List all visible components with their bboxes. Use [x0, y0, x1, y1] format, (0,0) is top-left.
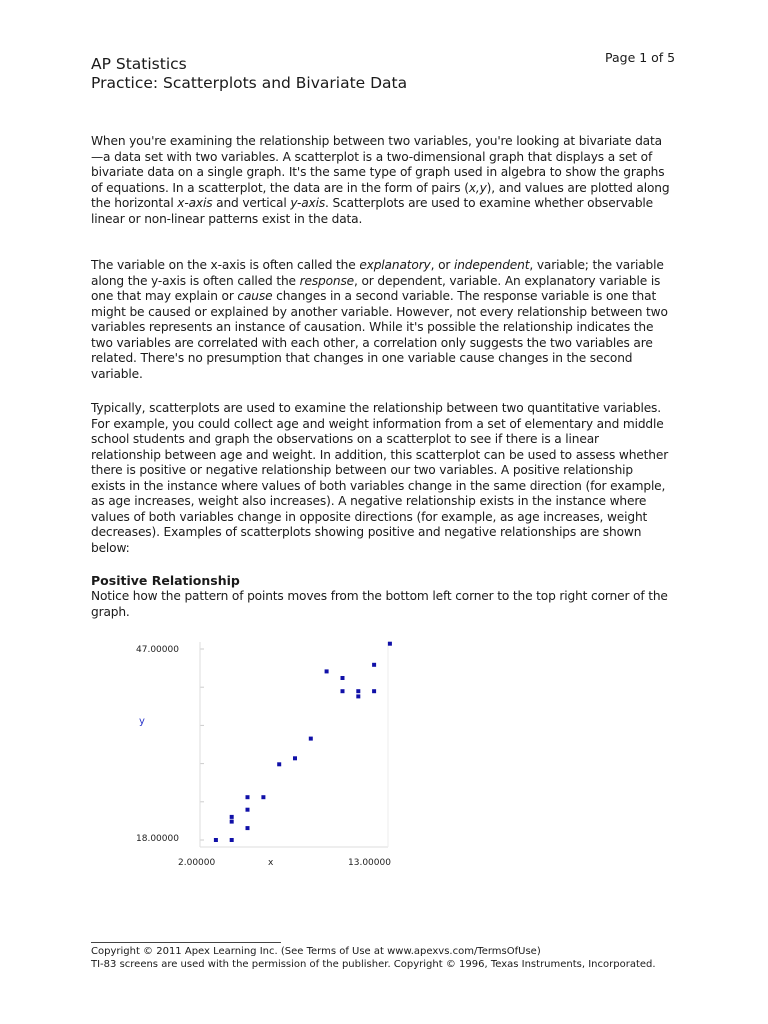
data-point [230, 820, 234, 824]
data-point [356, 689, 360, 693]
data-point [309, 737, 313, 741]
data-point [325, 669, 329, 673]
data-point [388, 642, 392, 646]
data-point [356, 694, 360, 698]
y-max-tick-label: 47.00000 [136, 645, 179, 655]
x-axis-label: x [268, 858, 274, 868]
x-min-tick-label: 2.00000 [178, 858, 216, 868]
data-point [372, 663, 376, 667]
intro-paragraph-1: When you're examining the relationship between two variables, you're looking at bivariate data—a data set with two variables. A scatterplot is a two-dimensional graph that displays a set of bivariate data on a single graph. It's the same type of graph used in algebra to show the graphs of equations. In a scatterplot, the data are in the form of pairs (x,y), and values are plotted along the horizontal x-axis and vertical y-axis. Scatterplots are used to examine whether observable linear or non-linear patterns exist in the data. [91, 134, 670, 226]
data-point [293, 756, 297, 760]
positive-relationship-heading: Positive Relationship [91, 573, 240, 588]
data-point [246, 826, 250, 830]
y-axis-label: y [139, 716, 145, 727]
data-point [341, 689, 345, 693]
data-point [246, 808, 250, 812]
intro-paragraph-3: Typically, scatterplots are used to examine the relationship between two quantitative variables. For example, you could collect age and weight information from a set of elementary and middle school students and graph the observations on a scatterplot to see if there is a linear relationship between age and weight. In addition, this scatterplot can be used to assess whether there is positive or negative relationship between our two variables. A positive relationship exists in the instance where values of both variables change in the same direction (for example, as age increases, weight also increases). A negative relationship exists in the instance where values of both variables change in opposite directions (for example, as age increases, weight decreases). Examples of scatterplots showing positive and negative relationships are shown below: [91, 401, 669, 555]
data-point [341, 676, 345, 680]
ti83-notice: TI-83 screens are used with the permission of the publisher. Copyright © 1996, Texas Instruments, Incorporated. [91, 959, 656, 970]
data-point [214, 838, 218, 842]
data-point [261, 795, 265, 799]
footer [91, 945, 656, 971]
copyright-notice: Copyright © 2011 Apex Learning Inc. (See Terms of Use at www.apexvs.com/TermsOfUse) [91, 946, 541, 957]
x-max-tick-label: 13.00000 [348, 858, 391, 868]
positive-relationship-description: Notice how the pattern of points moves from the bottom left corner to the top right corner of the graph. [91, 589, 668, 619]
intro-paragraph-2: The variable on the x-axis is often called the explanatory, or independent, variable; the variable along the y-axis is often called the response, or dependent, variable. An explanatory variable is one that may explain or cause changes in a second variable. The response variable is one that might be caused or explained by another variable. However, not every relationship between two variables represents an instance of causation. While it's possible the relationship indicates the two variables are correlated with each other, a correlation only suggests the two variables are related. There's no presumption that changes in one variable cause changes in the second variable. [91, 258, 668, 381]
y-min-tick-label: 18.00000 [136, 834, 179, 844]
data-point [230, 838, 234, 842]
data-point [372, 689, 376, 693]
data-point [277, 762, 281, 766]
data-point [246, 795, 250, 799]
course-title: AP Statistics [91, 55, 187, 73]
data-point [230, 815, 234, 819]
page-number: Page 1 of 5 [605, 50, 676, 65]
lesson-title: Practice: Scatterplots and Bivariate Data [91, 74, 408, 92]
footer-divider [91, 942, 281, 943]
page-title [91, 55, 407, 93]
scatterplot-chart [120, 630, 410, 880]
